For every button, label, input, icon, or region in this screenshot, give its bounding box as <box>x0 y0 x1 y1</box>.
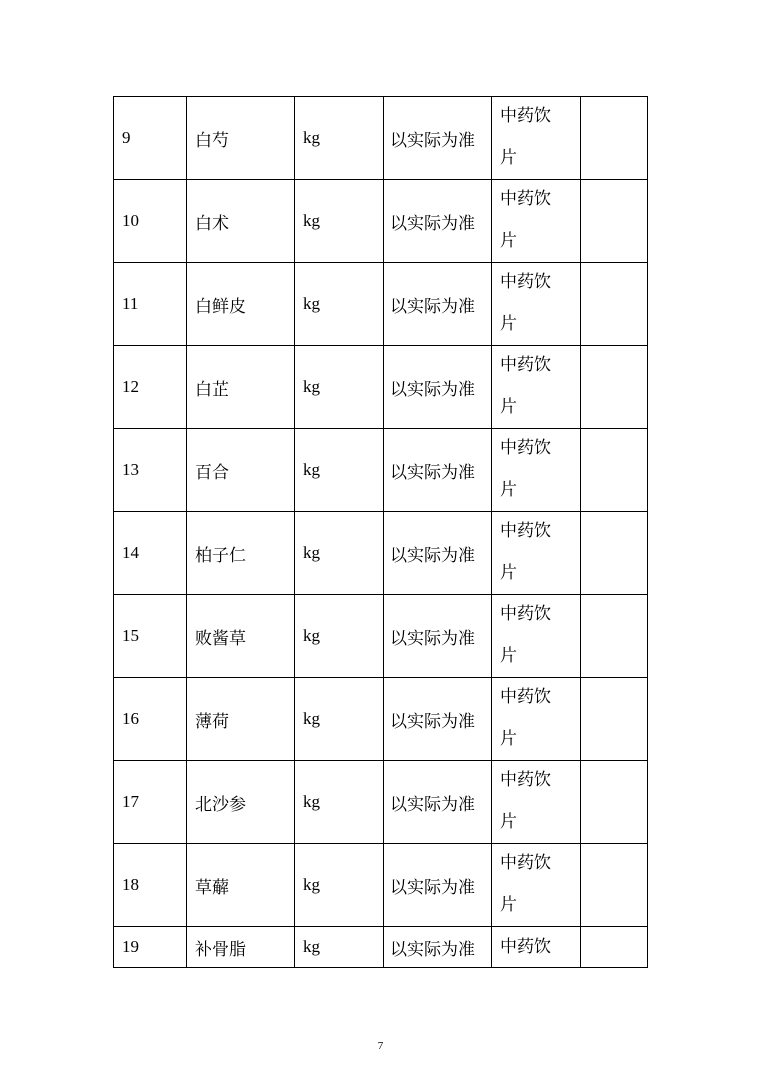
item-category-cell <box>492 97 581 180</box>
item-remark-cell <box>581 263 648 346</box>
item-remark-cell <box>581 346 648 429</box>
item-name: 白鲜皮 <box>195 296 246 317</box>
item-name-cell <box>187 429 295 512</box>
item-quantity-cell <box>384 429 492 512</box>
table-row <box>114 844 648 927</box>
item-quantity-cell <box>384 97 492 180</box>
item-name: 柏子仁 <box>195 545 246 566</box>
item-name-cell <box>187 844 295 927</box>
item-category-cell <box>492 761 581 844</box>
item-quantity: 以实际为准 <box>390 939 475 960</box>
item-unit: kg <box>303 709 320 728</box>
item-remark-cell <box>581 429 648 512</box>
item-category: 中药饮片 <box>500 355 551 417</box>
item-quantity: 以实际为准 <box>390 379 475 400</box>
item-number: 9 <box>122 128 131 147</box>
table-row <box>114 429 648 512</box>
item-category-cell <box>492 512 581 595</box>
item-number-cell <box>114 844 187 927</box>
item-number-cell <box>114 97 187 180</box>
item-remark-cell <box>581 927 648 968</box>
item-name-cell <box>187 180 295 263</box>
item-quantity: 以实际为准 <box>390 628 475 649</box>
item-remark-cell <box>581 595 648 678</box>
item-unit: kg <box>303 792 320 811</box>
table-row <box>114 346 648 429</box>
item-category-cell <box>492 346 581 429</box>
item-number: 11 <box>122 294 139 313</box>
item-unit-cell <box>295 844 384 927</box>
item-number-cell <box>114 180 187 263</box>
item-name: 白芷 <box>195 379 229 400</box>
item-number: 18 <box>122 875 139 894</box>
item-name-cell <box>187 678 295 761</box>
item-unit-cell <box>295 263 384 346</box>
item-name-cell <box>187 346 295 429</box>
item-unit: kg <box>303 377 320 396</box>
item-number-cell <box>114 429 187 512</box>
item-number: 12 <box>122 377 139 396</box>
item-name-cell <box>187 263 295 346</box>
item-name: 败酱草 <box>195 628 246 649</box>
item-quantity: 以实际为准 <box>390 130 475 151</box>
table-row <box>114 512 648 595</box>
item-quantity-cell <box>384 346 492 429</box>
table-row <box>114 97 648 180</box>
item-name: 北沙参 <box>195 794 246 815</box>
item-category-cell <box>492 595 581 678</box>
item-number: 17 <box>122 792 139 811</box>
item-name: 补骨脂 <box>195 939 246 960</box>
item-number: 19 <box>122 937 139 956</box>
item-quantity-cell <box>384 595 492 678</box>
page-number: 7 <box>377 1040 384 1052</box>
item-unit-cell <box>295 97 384 180</box>
item-unit-cell <box>295 761 384 844</box>
item-category-cell <box>492 678 581 761</box>
item-unit-cell <box>295 678 384 761</box>
item-unit-cell <box>295 512 384 595</box>
item-unit-cell <box>295 429 384 512</box>
item-unit: kg <box>303 128 320 147</box>
item-category: 中药饮片 <box>500 106 551 168</box>
item-unit: kg <box>303 543 320 562</box>
item-unit: kg <box>303 294 320 313</box>
item-category-cell <box>492 429 581 512</box>
item-quantity-cell <box>384 761 492 844</box>
item-number-cell <box>114 761 187 844</box>
item-number: 14 <box>122 543 139 562</box>
item-number: 15 <box>122 626 139 645</box>
item-category-cell <box>492 263 581 346</box>
item-category: 中药饮 <box>500 937 551 957</box>
item-number-cell <box>114 678 187 761</box>
item-quantity-cell <box>384 678 492 761</box>
item-name-cell <box>187 512 295 595</box>
item-category: 中药饮片 <box>500 604 551 666</box>
item-remark-cell <box>581 844 648 927</box>
item-quantity: 以实际为准 <box>390 877 475 898</box>
item-remark-cell <box>581 678 648 761</box>
item-category: 中药饮片 <box>500 438 551 500</box>
item-quantity: 以实际为准 <box>390 794 475 815</box>
item-quantity-cell <box>384 180 492 263</box>
item-number: 13 <box>122 460 139 479</box>
table-row <box>114 927 648 968</box>
table-row <box>114 595 648 678</box>
item-quantity: 以实际为准 <box>390 213 475 234</box>
item-unit: kg <box>303 875 320 894</box>
item-quantity-cell <box>384 927 492 968</box>
item-name-cell <box>187 927 295 968</box>
item-category: 中药饮片 <box>500 687 551 749</box>
item-remark-cell <box>581 180 648 263</box>
item-name: 薄荷 <box>195 711 229 732</box>
item-quantity: 以实际为准 <box>390 462 475 483</box>
item-remark-cell <box>581 761 648 844</box>
item-quantity-cell <box>384 512 492 595</box>
item-unit: kg <box>303 460 320 479</box>
item-number: 10 <box>122 211 139 230</box>
item-number-cell <box>114 263 187 346</box>
item-unit: kg <box>303 937 320 956</box>
item-name: 百合 <box>195 462 229 483</box>
item-name-cell <box>187 595 295 678</box>
item-unit: kg <box>303 626 320 645</box>
item-number-cell <box>114 927 187 968</box>
item-quantity-cell <box>384 844 492 927</box>
herb-table <box>113 96 648 968</box>
item-remark-cell <box>581 512 648 595</box>
item-quantity: 以实际为准 <box>390 545 475 566</box>
table-row <box>114 263 648 346</box>
item-remark-cell <box>581 97 648 180</box>
item-category: 中药饮片 <box>500 272 551 334</box>
item-name-cell <box>187 761 295 844</box>
item-category-cell <box>492 844 581 927</box>
item-number-cell <box>114 512 187 595</box>
item-category: 中药饮片 <box>500 770 551 832</box>
item-quantity: 以实际为准 <box>390 296 475 317</box>
item-quantity: 以实际为准 <box>390 711 475 732</box>
item-quantity-cell <box>384 263 492 346</box>
item-number-cell <box>114 595 187 678</box>
table-row <box>114 678 648 761</box>
item-unit-cell <box>295 180 384 263</box>
item-category-cell <box>492 180 581 263</box>
item-category: 中药饮片 <box>500 189 551 251</box>
item-name: 白术 <box>195 213 229 234</box>
item-name: 草薢 <box>195 877 229 898</box>
item-category-cell <box>492 927 581 968</box>
item-number: 16 <box>122 709 139 728</box>
item-unit-cell <box>295 927 384 968</box>
item-category: 中药饮片 <box>500 521 551 583</box>
item-unit: kg <box>303 211 320 230</box>
item-number-cell <box>114 346 187 429</box>
table-row <box>114 761 648 844</box>
item-category: 中药饮片 <box>500 853 551 915</box>
item-unit-cell <box>295 346 384 429</box>
item-name-cell <box>187 97 295 180</box>
item-unit-cell <box>295 595 384 678</box>
table-row <box>114 180 648 263</box>
item-name: 白芍 <box>195 130 229 151</box>
